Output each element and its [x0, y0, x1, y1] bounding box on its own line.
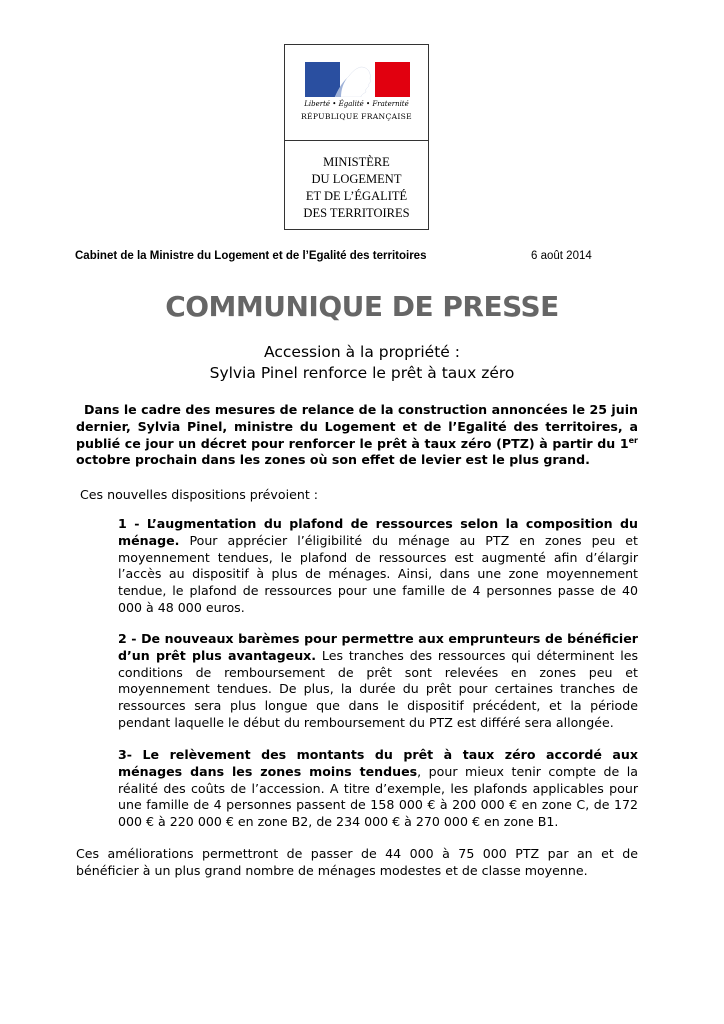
ministry-line: DU LOGEMENT — [311, 172, 402, 186]
intro-text: Dans le cadre des mesures de relance de la construction annoncées le 25 juin dernier, Sylvia Pinel, ministre du Logement et de l’Egalité des territoires, a publié ce jour un décret pour renforcer le prêt à taux zéro (PTZ) à partir du 1 — [76, 402, 638, 451]
intro-paragraph — [76, 402, 638, 469]
item-body: Les tranches des ressources qui déterminent les conditions de remboursement de prêt sont relevées en zones peu et moyennement tendues. De plus, la durée du prêt pour certaines tranches de ressources sera plus longue que dans le dispositif précédent, et la période pendant laquelle le début du remboursement du PTZ est différé sera allongée. — [118, 647, 639, 730]
logo-divider — [285, 140, 428, 141]
republic-name: RÉPUBLIQUE FRANÇAISE — [301, 112, 412, 121]
marianne-flag-logo — [305, 62, 410, 97]
item-body: Pour apprécier l’éligibilité du ménage au PTZ en zones peu et moyennement tendues, le plafond de ressources est augmenté afin d’élargir l’accès au dispositif à plus de ménages. Ainsi, dans une zone moyennement tendue, le plafond de ressources pour une famille de 4 personnes passe de 40 000 à 48 000 euros. — [118, 532, 638, 615]
item-heading: 2 - De nouveaux barèmes pour permettre aux emprunteurs de bénéficier d’un prêt plus avantageux. — [118, 631, 638, 663]
intro-text-end: octobre prochain dans les zones où son effet de levier est le plus grand. — [76, 452, 590, 468]
closing-paragraph: Ces améliorations permettront de passer de 44 000 à 75 000 PTZ par an et de bénéficier à un plus grand nombre de ménages modestes et de classe moyenne. — [76, 846, 638, 878]
list-item — [118, 516, 638, 617]
ministry-line: ET DE L’ÉGALITÉ — [305, 189, 408, 203]
ministry-line: MINISTÈRE — [323, 155, 390, 169]
list-item — [118, 631, 638, 732]
subtitle-line-1: Accession à la propriété : — [264, 343, 460, 361]
ministry-line: DES TERRITOIRES — [303, 206, 410, 220]
lead-sentence: Ces nouvelles dispositions prévoient : — [80, 487, 319, 502]
page-title: COMMUNIQUE DE PRESSE — [165, 290, 559, 323]
item-body: , pour mieux tenir compte de la réalité des coûts de l’accession. A titre d’exemple, les plafonds applicables pour une famille de 4 personnes passent de 158 000 € à 200 000 € en zone C, de 172 000 € à 220 000 € en zone B2, de 234 000 € à 270 000 € en zone B1. — [118, 763, 638, 830]
cabinet-header: Cabinet de la Ministre du Logement et de l’Egalité des territoires — [75, 250, 427, 262]
government-logo-block — [284, 44, 429, 230]
republic-motto: Liberté • Égalité • Fraternité — [304, 100, 409, 108]
item-number: 3 — [118, 747, 127, 762]
item-heading: 1 - L’augmentation du plafond de ressources selon la composition du ménage. — [118, 516, 638, 548]
ministry-name — [285, 154, 428, 222]
release-date: 6 août 2014 — [531, 250, 592, 262]
ordinal-suffix: er — [628, 435, 638, 445]
subtitle-line-2: Sylvia Pinel renforce le prêt à taux zéro — [209, 364, 515, 382]
item-heading: - Le relèvement des montants du prêt à taux zéro accordé aux ménages dans les zones moins tendues — [118, 747, 638, 779]
list-item — [118, 747, 638, 831]
